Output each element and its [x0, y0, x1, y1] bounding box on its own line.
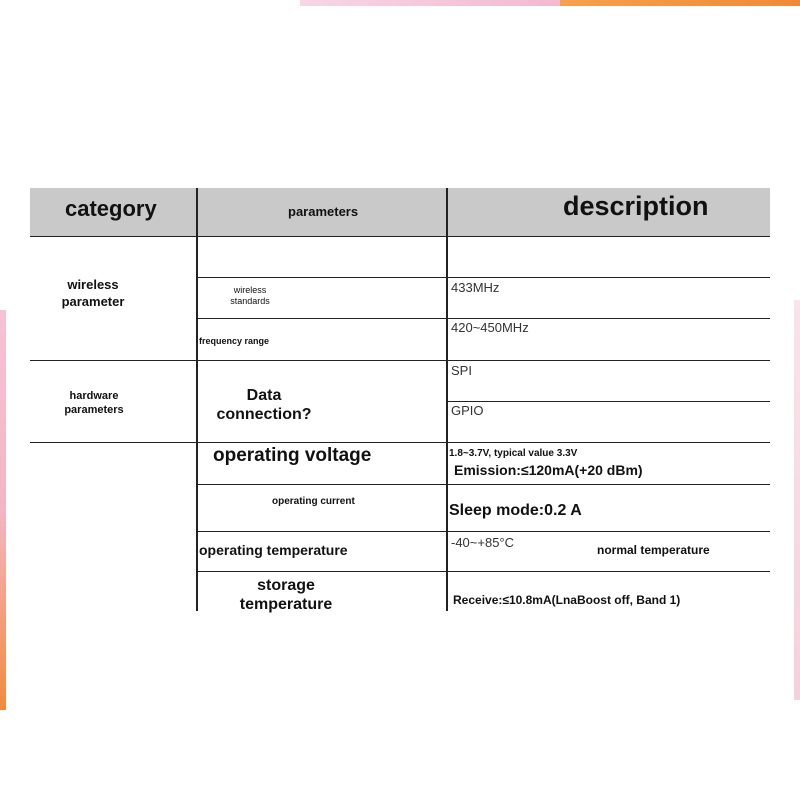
desc-gpio: GPIO [451, 403, 484, 418]
desc-normal-temperature: normal temperature [597, 543, 710, 557]
desc-voltage: 1.8~3.7V, typical value 3.3V [449, 448, 578, 459]
decorative-strip-right [794, 300, 800, 700]
param-data-connection: Data connection? [216, 387, 312, 424]
row-divider [196, 531, 770, 532]
desc-emission: Emission:≤120mA(+20 dBm) [454, 462, 643, 478]
decorative-strip-left [0, 310, 6, 710]
header-parameters: parameters [288, 204, 359, 219]
desc-receive: Receive:≤10.8mA(LnaBoost off, Band 1) [453, 593, 681, 607]
row-divider [30, 236, 770, 237]
param-frequency-range: frequency range [199, 336, 270, 346]
desc-sleep-mode: Sleep mode:0.2 A [449, 502, 582, 519]
desc-433mhz: 433MHz [451, 280, 500, 295]
param-operating-current: operating current [272, 496, 355, 507]
param-storage-temperature: storage temperature [239, 577, 333, 614]
desc-temp-range: -40~+85°C [451, 535, 515, 550]
header-category: category [65, 196, 157, 221]
category-wireless: wireless parameter [61, 277, 125, 309]
row-divider [196, 277, 770, 278]
decorative-strip-top-pink [300, 0, 560, 6]
row-divider [30, 360, 770, 361]
param-operating-voltage: operating voltage [213, 445, 372, 466]
column-divider-2 [446, 188, 448, 611]
decorative-strip-top-orange [560, 0, 800, 6]
param-operating-temperature: operating temperature [199, 542, 348, 558]
row-divider [446, 401, 770, 402]
row-divider [196, 571, 770, 572]
row-divider [196, 318, 770, 319]
category-hardware: hardware parameters [64, 390, 124, 417]
param-wireless-standards: wireless standards [230, 285, 270, 306]
header-description: description [563, 191, 709, 221]
row-divider [196, 484, 770, 485]
row-divider [30, 442, 770, 443]
desc-spi: SPI [451, 363, 472, 378]
column-divider-1 [196, 188, 198, 611]
desc-420-450mhz: 420~450MHz [451, 320, 529, 335]
